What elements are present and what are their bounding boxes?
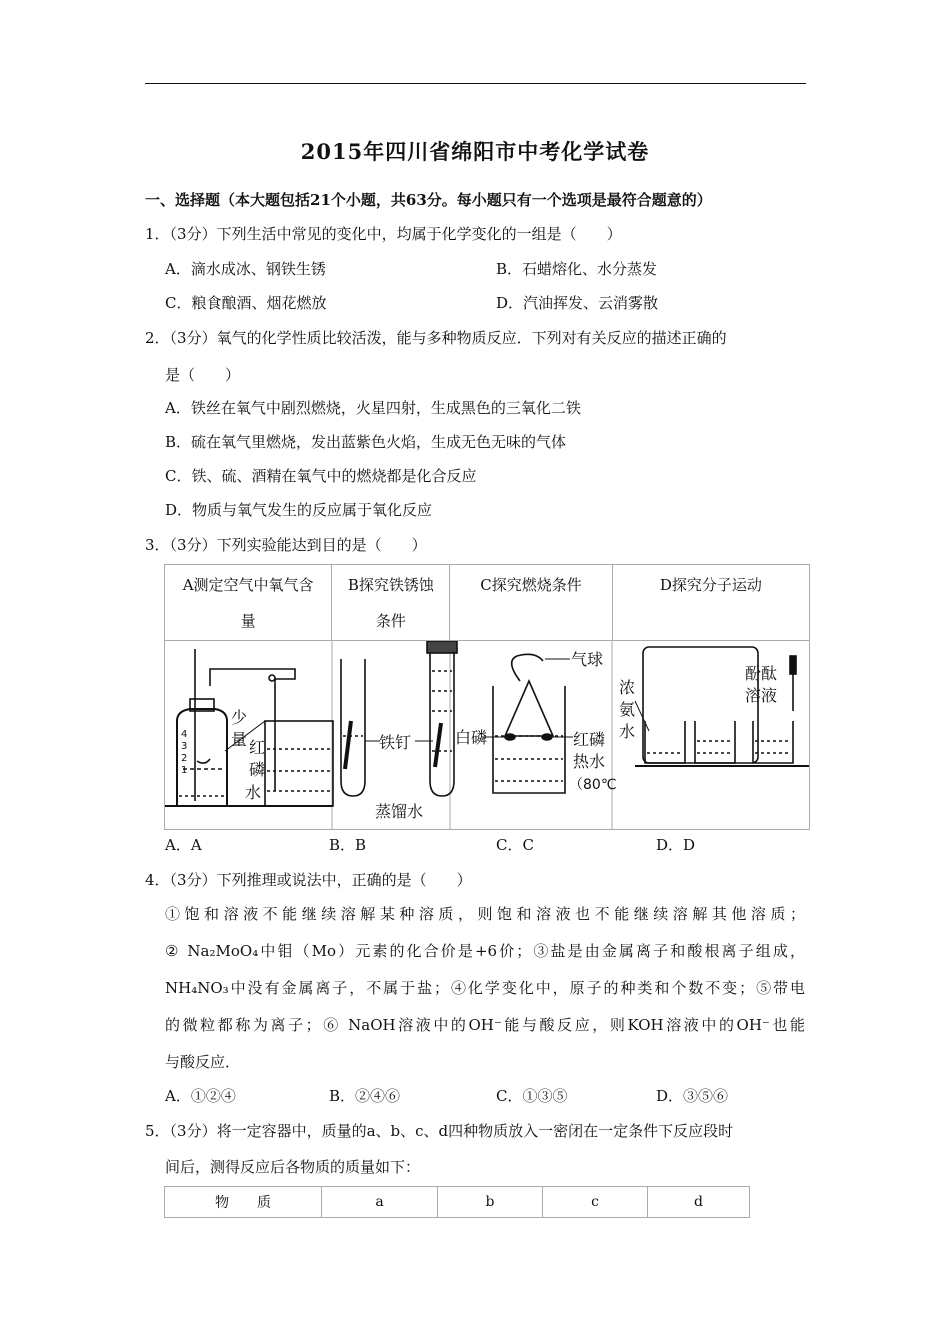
q3-header-c: C探究燃烧条件 xyxy=(450,565,612,641)
q3-stem: 3．（3分）下列实验能达到目的是（ ） xyxy=(145,536,427,554)
q5-header-b: b xyxy=(438,1187,543,1218)
q3-option-d[interactable]: D．D xyxy=(656,836,696,854)
q4-option-c[interactable]: C．①③⑤ xyxy=(496,1087,568,1105)
q1-option-d[interactable]: D．汽油挥发、云消雾散 xyxy=(496,294,659,312)
svg-text:少: 少 xyxy=(231,708,248,727)
svg-text:2: 2 xyxy=(181,753,188,764)
header-rule xyxy=(145,83,806,84)
q4-line-5: 与酸反应． xyxy=(165,1053,241,1071)
q1-option-a[interactable]: A．滴水成冰、钢铁生锈 xyxy=(165,260,326,278)
q3-header-b: B探究铁锈蚀 条件 xyxy=(332,565,450,641)
page-title: 2015年四川省绵阳市中考化学试卷 xyxy=(300,139,650,164)
apparatus-b xyxy=(341,641,457,821)
q2-option-c[interactable]: C．铁、硫、酒精在氧气中的燃烧都是化合反应 xyxy=(165,467,477,485)
svg-text:热水: 热水 xyxy=(573,752,606,771)
svg-text:磷: 磷 xyxy=(249,760,266,779)
svg-text:量: 量 xyxy=(231,730,248,749)
svg-text:铁钉: 铁钉 xyxy=(379,733,412,752)
q2-option-b[interactable]: B．硫在氧气里燃烧，发出蓝紫色火焰，生成无色无味的气体 xyxy=(165,433,567,451)
q4-option-d[interactable]: D．③⑤⑥ xyxy=(656,1087,729,1105)
q2-stem-cont: 是（ ） xyxy=(165,366,241,384)
q1-stem: 1．（3分）下列生活中常见的变化中，均属于化学变化的一组是（ ） xyxy=(145,225,622,243)
q2-option-d[interactable]: D．物质与氧气发生的反应属于氧化反应 xyxy=(165,501,433,519)
q5-header-a: a xyxy=(322,1187,438,1218)
q3-table xyxy=(164,564,810,830)
svg-text:气球: 气球 xyxy=(571,650,604,669)
q2-option-a[interactable]: A．铁丝在氧气中剧烈燃烧，火星四射，生成黑色的三氧化二铁 xyxy=(165,399,581,417)
q4-option-a[interactable]: A．①②④ xyxy=(165,1087,236,1105)
svg-text:溶液: 溶液 xyxy=(745,686,778,705)
q4-line-3: NH₄NO₃中没有金属离子，不属于盐；④化学变化中，原子的种类和个数不变；⑤带电 xyxy=(165,979,805,997)
svg-text:水: 水 xyxy=(619,722,636,741)
q3-header-a: A测定空气中氧气含 量 xyxy=(165,565,332,641)
q4-option-b[interactable]: B．②④⑥ xyxy=(329,1087,401,1105)
q5-table xyxy=(164,1186,750,1218)
svg-text:水: 水 xyxy=(245,783,262,802)
q3-option-c[interactable]: C．C xyxy=(496,836,534,854)
apparatus-a xyxy=(165,649,333,806)
svg-text:白磷: 白磷 xyxy=(455,728,488,747)
q4-line-1: ①饱和溶液不能继续溶解某种溶质，则饱和溶液也不能继续溶解其他溶质； xyxy=(165,905,805,923)
q1-option-c[interactable]: C．粮食酿酒、烟花燃放 xyxy=(165,294,327,312)
svg-text:红: 红 xyxy=(249,738,266,757)
svg-text:蒸馏水: 蒸馏水 xyxy=(375,802,424,821)
q3-option-b[interactable]: B．B xyxy=(329,836,367,854)
svg-text:氨: 氨 xyxy=(619,700,636,719)
q3-apparatus-figure xyxy=(165,641,809,829)
q4-stem: 4．（3分）下列推理或说法中，正确的是（ ） xyxy=(145,871,472,889)
apparatus-c xyxy=(455,650,617,793)
q5-header-d: d xyxy=(648,1187,750,1218)
section-heading: 一、选择题（本大题包括21个小题，共63分。每小题只有一个选项是最符合题意的） xyxy=(145,191,712,209)
svg-text:4: 4 xyxy=(181,729,188,740)
q3-option-a[interactable]: A．A xyxy=(165,836,202,854)
svg-text:红磷: 红磷 xyxy=(573,730,606,749)
q3-apparatus-row xyxy=(165,641,810,830)
q2-stem: 2．（3分）氧气的化学性质比较活泼，能与多种物质反应．下列对有关反应的描述正确的 xyxy=(145,329,727,347)
svg-text:3: 3 xyxy=(181,741,188,752)
svg-text:（80℃: （80℃ xyxy=(569,777,617,793)
q3-header-d: D探究分子运动 xyxy=(612,565,809,641)
svg-text:酚酞: 酚酞 xyxy=(745,664,778,683)
q1-option-b[interactable]: B．石蜡熔化、水分蒸发 xyxy=(496,260,658,278)
q5-header-c: c xyxy=(543,1187,648,1218)
apparatus-d xyxy=(619,647,809,766)
q5-header-substance: 物 质 xyxy=(165,1187,322,1218)
svg-text:1: 1 xyxy=(181,765,188,776)
q4-line-4: 的微粒都称为离子；⑥ NaOH溶液中的OH⁻能与酸反应，则KOH溶液中的OH⁻也能 xyxy=(165,1016,805,1034)
q4-line-2: ② Na₂MoO₄中钼（Mo）元素的化合价是+6价；③盐是由金属离子和酸根离子组成， xyxy=(165,942,805,960)
q5-stem-cont: 间后，测得反应后各物质的质量如下： xyxy=(165,1158,421,1176)
svg-text:浓: 浓 xyxy=(619,678,636,697)
q5-stem: 5．（3分）将一定容器中，质量的a、b、c、d四种物质放入一密闭在一定条件下反应段时 xyxy=(145,1122,734,1140)
